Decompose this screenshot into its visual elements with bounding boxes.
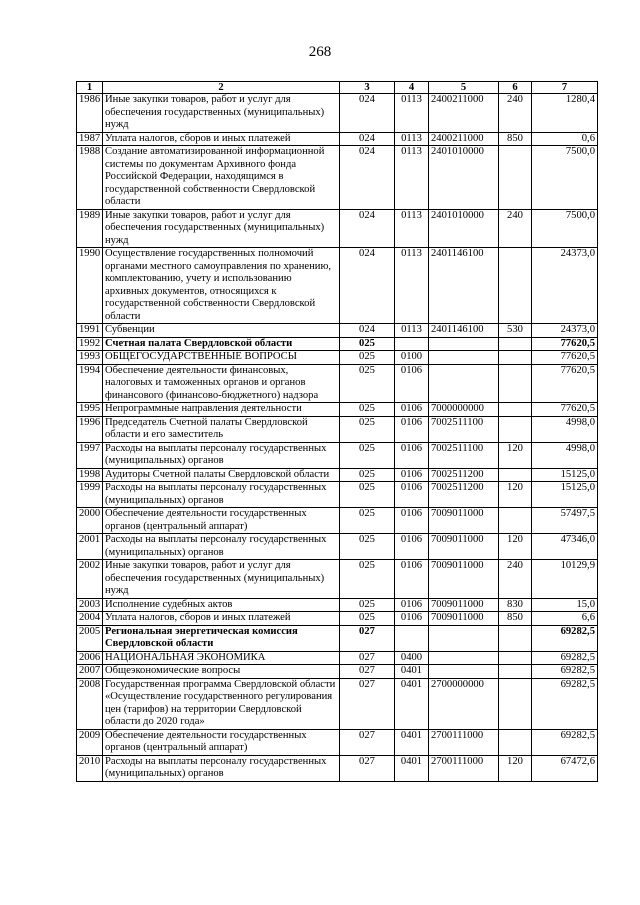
table-row bbox=[77, 248, 598, 324]
target-article-code bbox=[429, 651, 499, 665]
row-name: Государственная программа Свердловской области «Осуществление государственного регулирования цен (тарифов) на территории Свердловской области до 2020 года» bbox=[103, 678, 340, 729]
target-article-code: 7002511200 bbox=[429, 482, 499, 508]
row-name: Счетная палата Свердловской области bbox=[103, 337, 340, 351]
row-name: Исполнение судебных актов bbox=[103, 598, 340, 612]
table-row bbox=[77, 337, 598, 351]
section-code: 0113 bbox=[395, 209, 429, 248]
row-number: 1988 bbox=[77, 146, 103, 210]
expense-type-code bbox=[499, 403, 532, 417]
department-code: 025 bbox=[340, 482, 395, 508]
expense-type-code: 120 bbox=[499, 482, 532, 508]
department-code: 025 bbox=[340, 364, 395, 403]
section-code: 0106 bbox=[395, 403, 429, 417]
department-code: 025 bbox=[340, 337, 395, 351]
expense-type-code bbox=[499, 665, 532, 679]
expense-type-code: 240 bbox=[499, 560, 532, 599]
row-number: 1997 bbox=[77, 442, 103, 468]
target-article-code bbox=[429, 337, 499, 351]
department-code: 025 bbox=[340, 403, 395, 417]
section-code: 0106 bbox=[395, 612, 429, 626]
row-number: 2005 bbox=[77, 625, 103, 651]
department-code: 027 bbox=[340, 729, 395, 755]
section-code: 0106 bbox=[395, 468, 429, 482]
target-article-code: 2700000000 bbox=[429, 678, 499, 729]
table-row bbox=[77, 598, 598, 612]
row-name: Иные закупки товаров, работ и услуг для обеспечения государственных (муниципальных) нужд bbox=[103, 560, 340, 599]
table-row bbox=[77, 534, 598, 560]
target-article-code: 7009011000 bbox=[429, 534, 499, 560]
target-article-code: 2700111000 bbox=[429, 729, 499, 755]
department-code: 027 bbox=[340, 651, 395, 665]
row-name: Аудиторы Счетной палаты Свердловской области bbox=[103, 468, 340, 482]
section-code: 0400 bbox=[395, 651, 429, 665]
row-name: Региональная энергетическая комиссия Свердловской области bbox=[103, 625, 340, 651]
expense-type-code bbox=[499, 364, 532, 403]
row-name: Непрограммные направления деятельности bbox=[103, 403, 340, 417]
expense-type-code bbox=[499, 248, 532, 324]
amount: 15125,0 bbox=[532, 468, 598, 482]
section-code: 0401 bbox=[395, 729, 429, 755]
section-code: 0106 bbox=[395, 482, 429, 508]
row-number: 2007 bbox=[77, 665, 103, 679]
column-header: 1 bbox=[77, 82, 103, 94]
department-code: 025 bbox=[340, 351, 395, 365]
expense-type-code bbox=[499, 729, 532, 755]
table-row bbox=[77, 678, 598, 729]
target-article-code: 2400211000 bbox=[429, 132, 499, 146]
expense-type-code bbox=[499, 146, 532, 210]
expense-type-code: 830 bbox=[499, 598, 532, 612]
expense-type-code: 120 bbox=[499, 534, 532, 560]
table-row bbox=[77, 403, 598, 417]
column-header: 6 bbox=[499, 82, 532, 94]
table-row bbox=[77, 508, 598, 534]
amount: 0,6 bbox=[532, 132, 598, 146]
row-number: 1991 bbox=[77, 324, 103, 338]
expense-type-code bbox=[499, 625, 532, 651]
expense-type-code bbox=[499, 468, 532, 482]
row-name: Уплата налогов, сборов и иных платежей bbox=[103, 612, 340, 626]
row-number: 1994 bbox=[77, 364, 103, 403]
department-code: 024 bbox=[340, 146, 395, 210]
table-row bbox=[77, 625, 598, 651]
amount: 7500,0 bbox=[532, 209, 598, 248]
page-number: 268 bbox=[308, 44, 332, 60]
amount: 4998,0 bbox=[532, 416, 598, 442]
table-row bbox=[77, 351, 598, 365]
row-name: Расходы на выплаты персоналу государственных (муниципальных) органов bbox=[103, 755, 340, 781]
target-article-code: 7009011000 bbox=[429, 598, 499, 612]
section-code: 0106 bbox=[395, 508, 429, 534]
department-code: 025 bbox=[340, 508, 395, 534]
section-code: 0113 bbox=[395, 324, 429, 338]
target-article-code: 2400211000 bbox=[429, 94, 499, 133]
section-code: 0106 bbox=[395, 560, 429, 599]
target-article-code: 7009011000 bbox=[429, 612, 499, 626]
table-row bbox=[77, 729, 598, 755]
row-name: Обеспечение деятельности государственных органов (центральный аппарат) bbox=[103, 508, 340, 534]
row-name: Председатель Счетной палаты Свердловской области и его заместитель bbox=[103, 416, 340, 442]
row-number: 1998 bbox=[77, 468, 103, 482]
table-row bbox=[77, 209, 598, 248]
amount: 6,6 bbox=[532, 612, 598, 626]
row-name: Иные закупки товаров, работ и услуг для обеспечения государственных (муниципальных) нужд bbox=[103, 94, 340, 133]
target-article-code: 7002511100 bbox=[429, 442, 499, 468]
department-code: 025 bbox=[340, 416, 395, 442]
amount: 7500,0 bbox=[532, 146, 598, 210]
target-article-code: 2401010000 bbox=[429, 209, 499, 248]
expense-type-code bbox=[499, 416, 532, 442]
table-row bbox=[77, 132, 598, 146]
table-row bbox=[77, 612, 598, 626]
section-code: 0106 bbox=[395, 364, 429, 403]
amount: 57497,5 bbox=[532, 508, 598, 534]
department-code: 024 bbox=[340, 248, 395, 324]
department-code: 024 bbox=[340, 209, 395, 248]
department-code: 025 bbox=[340, 598, 395, 612]
amount: 69282,5 bbox=[532, 678, 598, 729]
row-number: 2002 bbox=[77, 560, 103, 599]
target-article-code: 2401010000 bbox=[429, 146, 499, 210]
section-code: 0401 bbox=[395, 665, 429, 679]
target-article-code: 7009011000 bbox=[429, 560, 499, 599]
section-code: 0100 bbox=[395, 351, 429, 365]
target-article-code: 7000000000 bbox=[429, 403, 499, 417]
row-number: 1990 bbox=[77, 248, 103, 324]
section-code: 0113 bbox=[395, 94, 429, 133]
expense-type-code: 530 bbox=[499, 324, 532, 338]
department-code: 025 bbox=[340, 612, 395, 626]
row-number: 1999 bbox=[77, 482, 103, 508]
section-code: 0106 bbox=[395, 416, 429, 442]
row-number: 1989 bbox=[77, 209, 103, 248]
amount: 69282,5 bbox=[532, 651, 598, 665]
target-article-code: 2401146100 bbox=[429, 248, 499, 324]
table-row bbox=[77, 416, 598, 442]
row-name: Иные закупки товаров, работ и услуг для обеспечения государственных (муниципальных) нужд bbox=[103, 209, 340, 248]
expense-type-code bbox=[499, 337, 532, 351]
target-article-code bbox=[429, 665, 499, 679]
section-code: 0106 bbox=[395, 598, 429, 612]
table-row bbox=[77, 468, 598, 482]
target-article-code: 2700111000 bbox=[429, 755, 499, 781]
department-code: 027 bbox=[340, 678, 395, 729]
row-number: 2001 bbox=[77, 534, 103, 560]
target-article-code: 7002511100 bbox=[429, 416, 499, 442]
department-code: 025 bbox=[340, 560, 395, 599]
row-name: Расходы на выплаты персоналу государственных (муниципальных) органов bbox=[103, 534, 340, 560]
row-number: 1987 bbox=[77, 132, 103, 146]
section-code: 0401 bbox=[395, 755, 429, 781]
department-code: 027 bbox=[340, 625, 395, 651]
row-number: 2006 bbox=[77, 651, 103, 665]
expense-type-code bbox=[499, 351, 532, 365]
row-number: 1993 bbox=[77, 351, 103, 365]
amount: 24373,0 bbox=[532, 248, 598, 324]
target-article-code bbox=[429, 351, 499, 365]
column-header: 3 bbox=[340, 82, 395, 94]
amount: 15,0 bbox=[532, 598, 598, 612]
department-code: 024 bbox=[340, 132, 395, 146]
table-row bbox=[77, 651, 598, 665]
row-number: 2009 bbox=[77, 729, 103, 755]
row-name: Расходы на выплаты персоналу государственных (муниципальных) органов bbox=[103, 442, 340, 468]
row-number: 2004 bbox=[77, 612, 103, 626]
target-article-code: 7009011000 bbox=[429, 508, 499, 534]
column-header: 2 bbox=[103, 82, 340, 94]
expense-type-code: 120 bbox=[499, 442, 532, 468]
expense-type-code: 850 bbox=[499, 612, 532, 626]
row-name: Осуществление государственных полномочий органами местного самоуправления по хранению, комплектованию, учету и использованию архивных документов, относящихся к государственной собственности Свердловской области bbox=[103, 248, 340, 324]
expense-type-code bbox=[499, 651, 532, 665]
row-number: 1986 bbox=[77, 94, 103, 133]
column-header: 7 bbox=[532, 82, 598, 94]
section-code: 0113 bbox=[395, 248, 429, 324]
expense-type-code: 240 bbox=[499, 94, 532, 133]
target-article-code: 7002511200 bbox=[429, 468, 499, 482]
amount: 24373,0 bbox=[532, 324, 598, 338]
expense-type-code bbox=[499, 508, 532, 534]
row-name: НАЦИОНАЛЬНАЯ ЭКОНОМИКА bbox=[103, 651, 340, 665]
department-code: 025 bbox=[340, 442, 395, 468]
expense-type-code: 850 bbox=[499, 132, 532, 146]
section-code: 0113 bbox=[395, 146, 429, 210]
row-name: Субвенции bbox=[103, 324, 340, 338]
table-row bbox=[77, 482, 598, 508]
table-row bbox=[77, 146, 598, 210]
amount: 69282,5 bbox=[532, 729, 598, 755]
amount: 69282,5 bbox=[532, 625, 598, 651]
expense-type-code bbox=[499, 678, 532, 729]
row-number: 1996 bbox=[77, 416, 103, 442]
target-article-code bbox=[429, 625, 499, 651]
amount: 4998,0 bbox=[532, 442, 598, 468]
table-row bbox=[77, 560, 598, 599]
amount: 1280,4 bbox=[532, 94, 598, 133]
section-code: 0106 bbox=[395, 442, 429, 468]
row-number: 2003 bbox=[77, 598, 103, 612]
row-number: 2008 bbox=[77, 678, 103, 729]
row-name: Создание автоматизированной информационной системы по документам Архивного фонда Российской Федерации, находящимся в государственной собственности Свердловской области bbox=[103, 146, 340, 210]
amount: 77620,5 bbox=[532, 351, 598, 365]
row-name: Расходы на выплаты персоналу государственных (муниципальных) органов bbox=[103, 482, 340, 508]
expense-type-code: 120 bbox=[499, 755, 532, 781]
table-row bbox=[77, 755, 598, 781]
row-name: ОБЩЕГОСУДАРСТВЕННЫЕ ВОПРОСЫ bbox=[103, 351, 340, 365]
table-row bbox=[77, 665, 598, 679]
department-code: 027 bbox=[340, 755, 395, 781]
row-number: 1995 bbox=[77, 403, 103, 417]
row-number: 1992 bbox=[77, 337, 103, 351]
amount: 77620,5 bbox=[532, 403, 598, 417]
row-name: Уплата налогов, сборов и иных платежей bbox=[103, 132, 340, 146]
header-row bbox=[77, 82, 598, 94]
budget-table bbox=[76, 81, 598, 782]
column-header: 5 bbox=[429, 82, 499, 94]
section-code: 0106 bbox=[395, 534, 429, 560]
expense-type-code: 240 bbox=[499, 209, 532, 248]
department-code: 027 bbox=[340, 665, 395, 679]
department-code: 025 bbox=[340, 468, 395, 482]
table-row bbox=[77, 442, 598, 468]
department-code: 024 bbox=[340, 324, 395, 338]
table-body bbox=[77, 94, 598, 782]
section-code: 0113 bbox=[395, 132, 429, 146]
row-number: 2000 bbox=[77, 508, 103, 534]
section-code bbox=[395, 337, 429, 351]
amount: 67472,6 bbox=[532, 755, 598, 781]
amount: 77620,5 bbox=[532, 364, 598, 403]
table-row bbox=[77, 324, 598, 338]
target-article-code: 2401146100 bbox=[429, 324, 499, 338]
target-article-code bbox=[429, 364, 499, 403]
row-name: Обеспечение деятельности государственных органов (центральный аппарат) bbox=[103, 729, 340, 755]
row-name: Обеспечение деятельности финансовых, налоговых и таможенных органов и органов финансового (финансово-бюджетного) надзора bbox=[103, 364, 340, 403]
amount: 77620,5 bbox=[532, 337, 598, 351]
table-row bbox=[77, 364, 598, 403]
amount: 10129,9 bbox=[532, 560, 598, 599]
section-code: 0401 bbox=[395, 678, 429, 729]
table-row bbox=[77, 94, 598, 133]
department-code: 024 bbox=[340, 94, 395, 133]
department-code: 025 bbox=[340, 534, 395, 560]
amount: 47346,0 bbox=[532, 534, 598, 560]
row-number: 2010 bbox=[77, 755, 103, 781]
column-header: 4 bbox=[395, 82, 429, 94]
amount: 15125,0 bbox=[532, 482, 598, 508]
amount: 69282,5 bbox=[532, 665, 598, 679]
section-code bbox=[395, 625, 429, 651]
row-name: Общеэкономические вопросы bbox=[103, 665, 340, 679]
